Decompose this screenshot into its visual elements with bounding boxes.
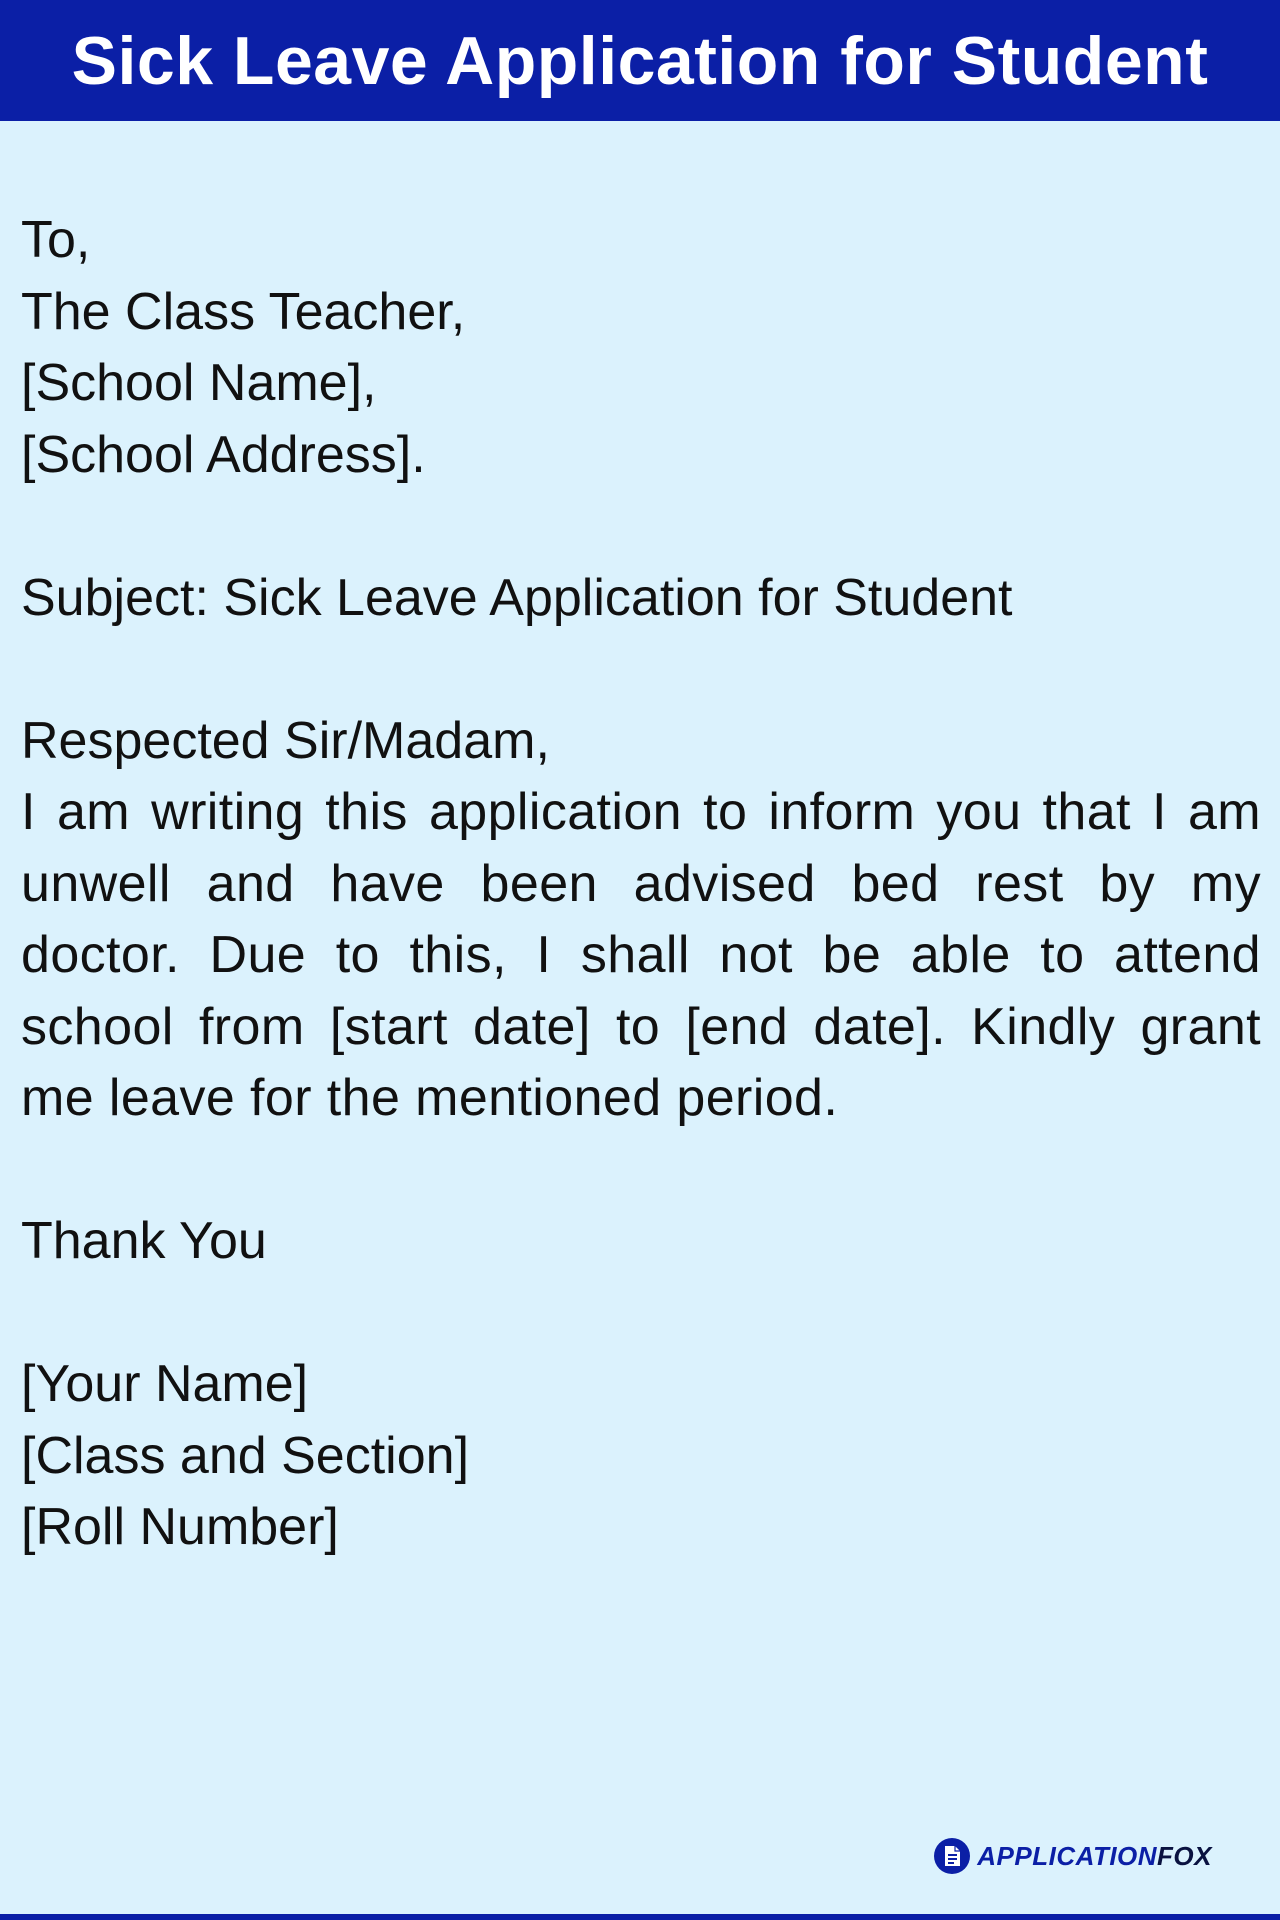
letter-body [21,205,1261,1564]
spacer [21,634,1261,706]
school-name-line: [School Name], [21,354,377,412]
signature-name: [Your Name] [21,1355,309,1413]
signature-class-section: [Class and Section] [21,1426,470,1485]
brand-name-part1: APPLICATION [977,1841,1158,1871]
subject-line: Subject: Sick Leave Application for Student [21,568,1013,627]
brand-logo [933,1837,1212,1875]
signature-roll-number: [Roll Number] [21,1498,339,1556]
document-icon [933,1837,971,1875]
body-paragraph: I am writing this application to inform you that I am unwell and have been advised bed rest by my doctor. Due to this, I shall not be able to attend school from [start date] to [end date]. Kindly grant me leave for the mentioned period. [21,783,1261,1127]
spacer [21,491,1261,563]
school-address-line: [School Address]. [21,425,426,484]
closing-line: Thank You [21,1212,267,1270]
spacer [21,1135,1261,1207]
brand-name [977,1843,1212,1869]
recipient-line: The Class Teacher, [21,282,466,341]
spacer [21,1278,1261,1350]
salutation-to: To, [21,211,91,269]
greeting-line: Respected Sir/Madam, [21,711,550,770]
page-title: Sick Leave Application for Student [71,22,1209,99]
header-banner [0,0,1280,121]
brand-name-part2: FOX [1157,1841,1212,1871]
bottom-border [0,1914,1280,1920]
